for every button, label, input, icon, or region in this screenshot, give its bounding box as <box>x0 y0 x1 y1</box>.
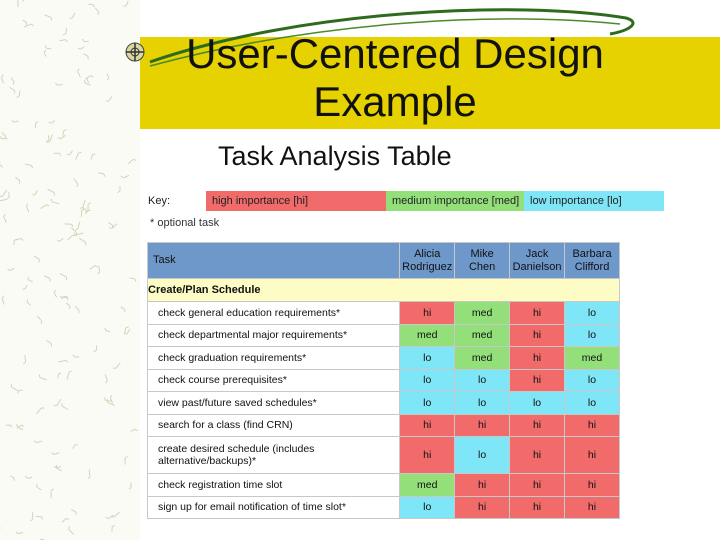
optional-task-note: * optional task <box>150 217 220 229</box>
task-column-header: Task <box>148 243 400 279</box>
section-row <box>148 279 620 302</box>
key-low: low importance [lo] <box>524 191 664 211</box>
importance-cell: lo <box>400 347 455 370</box>
background-texture <box>0 0 140 540</box>
key-high: high importance [hi] <box>206 191 386 211</box>
importance-cell: hi <box>510 474 565 497</box>
title-line-1: User-Centered Design <box>186 30 604 77</box>
user-last-name: Danielson <box>512 260 562 273</box>
key-medium: medium importance [med] <box>386 191 524 211</box>
importance-key <box>148 191 664 211</box>
importance-cell: lo <box>565 302 620 325</box>
table-row <box>148 437 620 474</box>
importance-cell: med <box>400 474 455 497</box>
importance-cell: lo <box>565 324 620 347</box>
user-last-name: Chen <box>468 260 496 273</box>
task-name-cell: check departmental major requirements* <box>148 324 400 347</box>
importance-cell: med <box>455 324 510 347</box>
user-column-header <box>455 243 510 279</box>
user-last-name: Rodriguez <box>402 260 453 273</box>
importance-cell: lo <box>455 437 510 474</box>
importance-cell: hi <box>510 496 565 519</box>
task-name-cell: search for a class (find CRN) <box>148 414 400 437</box>
importance-cell: med <box>400 324 455 347</box>
importance-cell: med <box>455 347 510 370</box>
importance-cell: hi <box>510 347 565 370</box>
importance-cell: hi <box>510 369 565 392</box>
table-row <box>148 302 620 325</box>
importance-cell: hi <box>565 474 620 497</box>
user-column-header <box>400 243 455 279</box>
importance-cell: hi <box>565 437 620 474</box>
importance-cell: hi <box>510 414 565 437</box>
user-first-name: Mike <box>470 247 494 260</box>
user-column-header <box>565 243 620 279</box>
table-row <box>148 324 620 347</box>
slide-title <box>150 30 640 126</box>
task-analysis-table <box>147 242 620 519</box>
importance-cell: hi <box>565 414 620 437</box>
importance-cell: lo <box>455 369 510 392</box>
user-first-name: Jack <box>525 247 549 260</box>
table-row <box>148 496 620 519</box>
importance-cell: hi <box>510 324 565 347</box>
importance-cell: lo <box>565 392 620 415</box>
task-name-cell: create desired schedule (includes alternative/backups)* <box>148 437 400 474</box>
importance-cell: lo <box>565 369 620 392</box>
importance-cell: lo <box>455 392 510 415</box>
task-name-cell: check course prerequisites* <box>148 369 400 392</box>
title-line-2: Example <box>313 78 477 125</box>
table-row <box>148 347 620 370</box>
importance-cell: hi <box>510 302 565 325</box>
importance-cell: hi <box>565 496 620 519</box>
importance-cell: lo <box>510 392 565 415</box>
user-column-header <box>510 243 565 279</box>
key-label: Key: <box>148 195 171 207</box>
importance-cell: hi <box>455 496 510 519</box>
task-name-cell: check registration time slot <box>148 474 400 497</box>
task-name-cell: check graduation requirements* <box>148 347 400 370</box>
user-first-name: Alicia <box>414 247 441 260</box>
user-last-name: Clifford <box>574 260 610 273</box>
table-header-row <box>148 243 620 279</box>
task-name-cell: view past/future saved schedules* <box>148 392 400 415</box>
importance-cell: hi <box>455 414 510 437</box>
importance-cell: hi <box>455 474 510 497</box>
table-row <box>148 369 620 392</box>
importance-cell: hi <box>400 302 455 325</box>
slide-subtitle: Task Analysis Table <box>218 141 452 171</box>
importance-cell: med <box>565 347 620 370</box>
task-name-cell: sign up for email notification of time slot* <box>148 496 400 519</box>
task-name-cell: check general education requirements* <box>148 302 400 325</box>
importance-cell: med <box>455 302 510 325</box>
section-label: Create/Plan Schedule <box>148 279 620 302</box>
importance-cell: lo <box>400 496 455 519</box>
table-row <box>148 474 620 497</box>
importance-cell: lo <box>400 392 455 415</box>
importance-cell: hi <box>510 437 565 474</box>
user-first-name: Barbara <box>572 247 612 260</box>
importance-cell: hi <box>400 437 455 474</box>
bullet-icon <box>124 41 146 63</box>
importance-cell: lo <box>400 369 455 392</box>
importance-cell: hi <box>400 414 455 437</box>
table-row <box>148 414 620 437</box>
table-row <box>148 392 620 415</box>
